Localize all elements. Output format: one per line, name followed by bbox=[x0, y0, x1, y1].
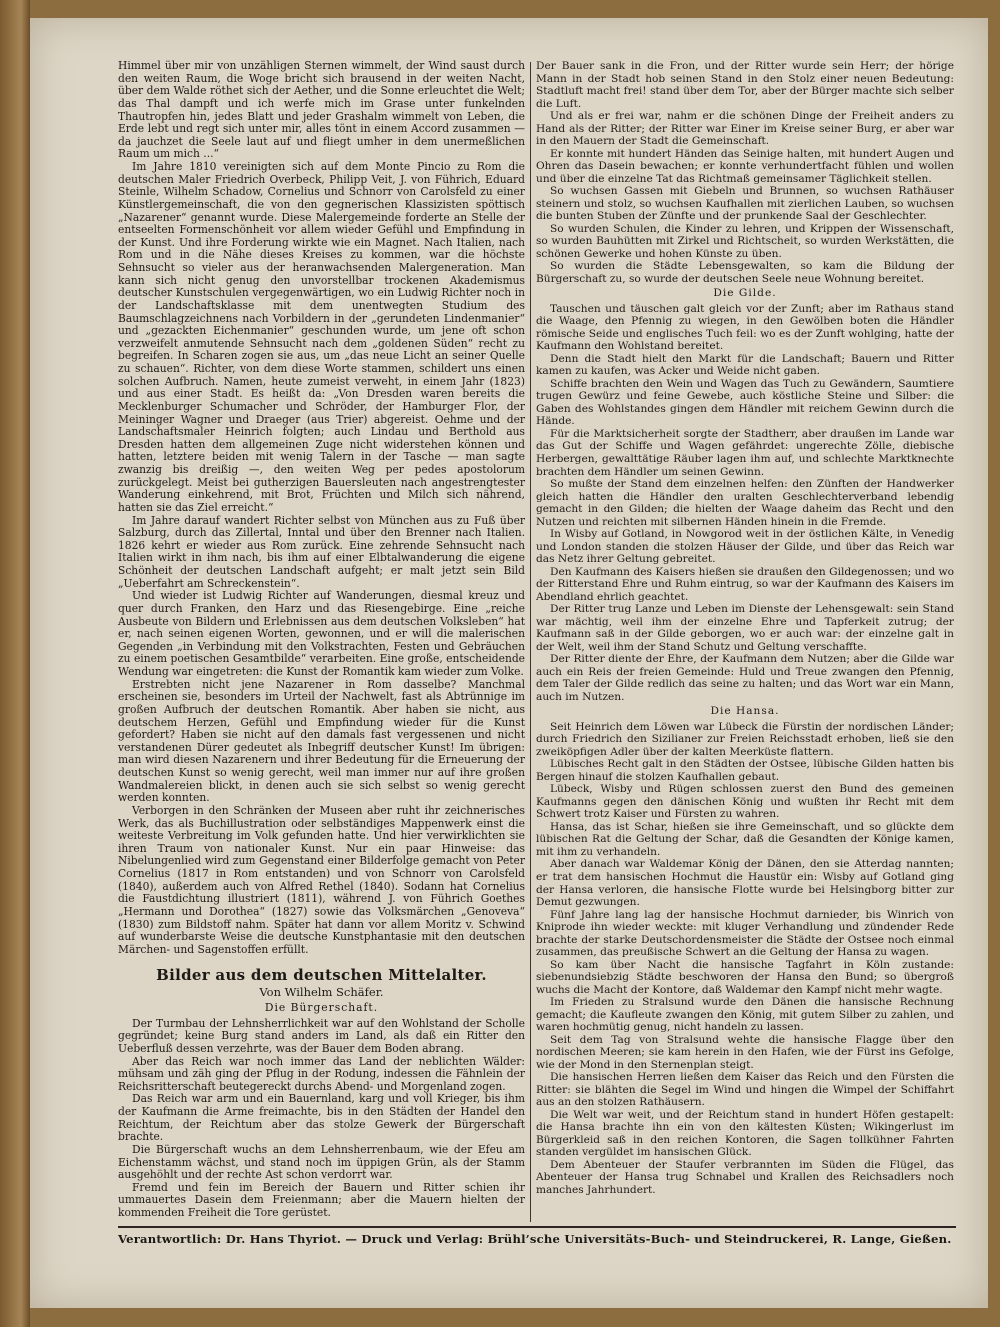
paragraph: Lübisches Recht galt in den Städten der Ostsee, lübische Gilden hatten bis Bergen hinauf die stolzen Kaufhallen gebaut. bbox=[536, 758, 954, 783]
paragraph: Und als er frei war, nahm er die schönen Dinge der Freiheit anders zu Hand als der Ritter; der Ritter war Einer im Kreise seiner Burg, er aber war in den Mauern der Stadt die Gemeinschaft. bbox=[536, 110, 954, 148]
byline: Von Wilhelm Schäfer. bbox=[259, 985, 384, 1000]
paragraph: Der Ritter diente der Ehre, der Kaufmann dem Nutzen; aber die Gilde war auch ein Reis der freien Gemeinde: Huld und Treue zwangen den Pfennig, dem Taler der Gilde redlich das seine zu halten; und das Wort war ein Mann, auch im Nutzen. bbox=[536, 653, 954, 703]
section-heading-buergerschaft: Die Bürgerschaft. bbox=[264, 1001, 379, 1014]
paragraph: Die Bürgerschaft wuchs an dem Lehnsherrenbaum, wie der Efeu am Eichenstamm wächst, und stand noch im üppigen Grün, als der Stamm ausgehöhlt und der rechte Ast schon verdorrt war. bbox=[118, 1142, 525, 1182]
paragraph: Im Jahre 1810 vereinigten sich auf dem Monte Pincio zu Rom die deutschen Maler Friedrich Overbeck, Philipp Veit, J. von Führich, Eduard Steinle, Wilhelm Schadow, Cornelius und Schnorr von Carolsfeld zu einer Künstlergemeinschaft, die von den gegnerischen Klassizisten spöttisch „Nazarener“ genannt wurde. Diese Malergemeinde forderte an Stelle der entseelten Formenschönheit vor allem wieder Gefühl und Empfindung in der Kunst. Und ihre Forderung wirkte wie ein Magnet. Nach Italien, nach Rom und in die Nähe dieses Kreises zu kommen, war die höchste Sehnsucht so vieler aus der heranwachsenden Malergeneration. Man kann sich nicht genug den unvorstellbar trockenen Akademismus deutscher Kunstschulen vergegenwärtigen, wo ein Ludwig Richter noch in der Landschaftsklasse mit dem unentwegten Studium des Baumschlagzeichnens nach Vorbildern in der „gerundeten Lindenmanier“ und „gezackten Eichenmanier“ geschunden wurde, um jene oft schon verzweifelt anmutende Sehnsucht nach dem „goldenen Süden“ recht zu begreifen. In Scharen zogen sie aus, um „das neue Licht an seiner Quelle zu schauen“. Richter, von dem diese Worte stammen, schildert uns einen solchen Aufbruch. Namen, heute zumeist verweht, in einem Jahr (1823) und aus einer Stadt. Es heißt da: „Von Dresden waren bereits die Mecklenburger Schumacher und Schröder, der Hamburger Flor, der Meininger Wagner und Draeger (aus Trier) abgereist. Oehme und der Landschaftsmaler Heinrich folgten; auch Lindau und Berthold aus Dresden hatten dem allgemeinen Zuge nicht widerstehen können und hatten, letztere beiden mit wenig Talern in der Tasche — man sagte zwanzig bis dreißig —, den weiten Weg per pedes apostolorum zurückgelegt. Meist bei gutherzigen Bauersleuten nach angestrengtester Wanderung einkehrend, mit Brot, Früchten und Milch sich nährend, hatten sie das Ziel erreicht.“ bbox=[118, 160, 525, 514]
paragraph: Dem Abenteuer der Staufer verbrannten im Süden die Flügel, das Abenteuer der Hansa trug Schnabel und Krallen des Reichsadlers noch manches Jahrhundert. bbox=[536, 1158, 954, 1196]
paragraph: Fremd und fein im Bereich der Bauern und Ritter schien ihr ummauertes Dasein dem Freienmann; aber die Mauern hielten der kommenden Freiheit die Tore gerüstet. bbox=[118, 1180, 525, 1219]
paragraph: Seit dem Tag von Stralsund wehte die hansische Flagge über den nordischen Meeren; sie kam herein in den Hafen, wie der Fürst ins Gefolge, wie der Mond in den Sternenplan steigt. bbox=[536, 1033, 954, 1071]
paragraph: Der Ritter trug Lanze und Leben im Dienste der Lehensgewalt: sein Stand war mächtig, weil ihm der einzelne Ehre und Tapferkeit zutrug; der Kaufmann saß in der Gilde geborgen, wo er auch war: der einzelne galt in der Welt, weil ihm der Stand Schutz und Geltung verschaffte. bbox=[536, 603, 954, 653]
paragraph: In Wisby auf Gotland, in Nowgorod weit in der östlichen Kälte, in Venedig und London standen die stolzen Häuser der Gilde, und über das Reich war das Netz ihrer Geltung gebreitet. bbox=[536, 528, 954, 566]
paragraph: Hansa, das ist Schar, hießen sie ihre Gemeinschaft, und so glückte dem lübischen Rat die Geltung der Schar, daß die Gesandten der Könige kamen, mit ihm zu verhandeln. bbox=[536, 820, 954, 858]
paragraph: Im Frieden zu Stralsund wurde den Dänen die hansische Rechnung gemacht; die Kaufleute zwangen den König, mit gutem Silber zu zahlen, und waren hochmütig genug, nicht handeln zu lassen. bbox=[536, 996, 954, 1034]
right-column bbox=[536, 60, 954, 1196]
paragraph: Verborgen in den Schränken der Museen aber ruht ihr zeichnerisches Werk, das als Buchillustration oder selbständiges Mappenwerk einst die weiteste Verbreitung im Volk gefunden hatte. Und hier verwirklichten sie ihren Traum von nationaler Kunst. Nur ein paar Hinweise: das Nibelungenlied wird zum Gegenstand einer Bilderfolge gemacht von Peter Cornelius (1817 in Rom entstanden) und von Schnorr von Carolsfeld (1840), außerdem auch von Alfred Rethel (1840). Sodann hat Cornelius die Faustdichtung illustriert (1811), während J. von Führich Goethes „Hermann und Dorothea“ (1827) sowie das Volksmärchen „Genoveva“ (1830) zum Bildstoff nahm. Später hat dann vor allem Moritz v. Schwind auf wunderbarste Weise die deutsche Kunstphantasie mit den deutschen Märchen- und Sagenstoffen erfüllt. bbox=[118, 803, 525, 956]
paragraph: Und wieder ist Ludwig Richter auf Wanderungen, diesmal kreuz und quer durch Franken, den Harz und das Riesengebirge. Eine „reiche Ausbeute von Bildern und Erlebnissen aus dem deutschen Volksleben“ hat er, nach seinen eigenen Worten, gewonnen, und er will die malerischen Gegenden „in Verbindung mit den Volkstrachten, Festen und Gebräuchen zu einem poetischen Gesamtbilde“ verarbeiten. Eine große, entscheidende Wendung war eingetreten: die Kunst der Romantik kam wieder zum Volke. bbox=[118, 589, 525, 678]
paragraph: Seit Heinrich dem Löwen war Lübeck die Fürstin der nordischen Länder; durch Friedrich den Sizilianer zur Freien Reichsstadt erhoben, ließ sie den zweiköpfigen Adler über der kalten Meerküste flattern. bbox=[536, 720, 954, 758]
paragraph: So wurden die Städte Lebensgewalten, so kam die Bildung der Bürgerschaft zu, so wurde der deutschen Seele neue Wohnung bereitet. bbox=[536, 260, 954, 285]
paragraph: Der Turmbau der Lehnsherrlichkeit war auf den Wohlstand der Scholle gegründet; keine Burg stand anders im Land, als daß ein Ritter den Ueberfluß dessen verzehrte, was der Bauer dem Boden abrang. bbox=[118, 1016, 525, 1055]
paragraph: So wurden Schulen, die Kinder zu lehren, und Krippen der Wissenschaft, so wurden Bauhütten mit Zirkel und Richtscheit, so wurden Werkstätten, die schönen Gewerke und hohen Künste zu üben. bbox=[536, 222, 954, 260]
article-title: Bilder aus dem deutschen Mittelalter. bbox=[156, 966, 487, 985]
paragraph: Aber das Reich war noch immer das Land der neblichten Wälder: mühsam und zäh ging der Pflug in der Rodung, indessen die Fähnlein der Reichsritterschaft beutegereckt durchs Abend- und Morgenland zogen. bbox=[118, 1054, 525, 1093]
paragraph: Er konnte mit hundert Händen das Seinige halten, mit hundert Augen und Ohren das Dasein bewachen; er konnte verhundertfacht fühlen und wollen und über die einzelne Tat das Richtmaß gemeinsamer Täglichkeit stellen. bbox=[536, 147, 954, 185]
paragraph: Die Welt war weit, und der Reichtum stand in hundert Höfen gestapelt: die Hansa brachte ihn ein von den kältesten Küsten; Wikingerlust im Bürgerkleid saß in den reichen Kontoren, die Sagen tollkühner Fahrten standen vergüldet im hansischen Glück. bbox=[536, 1108, 954, 1159]
paragraph: Himmel über mir von unzähligen Sternen wimmelt, der Wind saust durch den weiten Raum, die Woge bricht sich brausend in der weiten Nacht, über dem Walde röthet sich der Aether, und die Sonne erleuchtet die Welt; das Thal dampft und ich werfe mich im Grase unter funkelnden Thautropfen hin, jedes Blatt und jeder Grashalm wimmelt von Leben, die Erde lebt und regt sich unter mir, alles tönt in einem Accord zusammen — da jauchzet die Seele laut auf und fliegt umher in dem unermeßlichen Raum um mich ...“ bbox=[118, 59, 525, 161]
paragraph: Denn die Stadt hielt den Markt für die Landschaft; Bauern und Ritter kamen zu kaufen, was Acker und Weide nicht gaben. bbox=[536, 352, 954, 378]
paragraph: Für die Marktsicherheit sorgte der Stadtherr, aber draußen im Lande war das Gut der Schiffe und Wagen gefährdet: ungerechte Zölle, diebische Herbergen, gewalttätige Räuber lagen ihm auf, und schlechte Marktknechte brachten dem Händler um seinen Gewinn. bbox=[536, 427, 954, 478]
section-heading-hansa: Die Hansa. bbox=[710, 705, 780, 718]
imprint-line: Verantwortlich: Dr. Hans Thyriot. — Druck und Verlag: Brühl’sche Universitäts-Buch- und Steindruckerei, R. Lange, Gießen. bbox=[118, 1232, 952, 1246]
paragraph: Aber danach war Waldemar König der Dänen, den sie Atterdag nannten; er trat dem hansischen Hochmut die Haustür ein: Wisby auf Gotland ging der Hansa verloren, die hansische Flotte wurde bei Helsingborg bitter zur Demut gezwungen. bbox=[536, 858, 954, 909]
page-edge bbox=[0, 0, 30, 1327]
paragraph: Das Reich war arm und ein Bauernland, karg und voll Krieger, bis ihm der Kaufmann die Arme freimachte, bis in den Städten der Handel den Reichtum, der Reichtum aber das stolze Gewerk der Bürgerschaft brachte. bbox=[118, 1092, 525, 1144]
paragraph: Fünf Jahre lang lag der hansische Hochmut darnieder, bis Winrich von Kniprode ihn wieder weckte: mit kluger Verhandlung und zündender Rede brachte der starke Deutschordensmeister die Städte der Ostsee noch einmal zusammen, das preußische Schwert an die Geltung der Hansa zu wagen. bbox=[536, 908, 954, 959]
paragraph: Lübeck, Wisby und Rügen schlossen zuerst den Bund des gemeinen Kaufmanns gegen den dänischen König und wußten ihr Recht mit dem Schwert trotz Kaiser und Fürsten zu wahren. bbox=[536, 783, 954, 821]
paragraph: Den Kaufmann des Kaisers hießen sie draußen den Gildegenossen; und wo der Ritterstand Ehre und Ruhm eintrug, so war der Kaufmann des Kaisers im Abendland ehrlich geachtet. bbox=[536, 565, 954, 603]
column-divider bbox=[530, 62, 531, 1222]
paragraph: Der Bauer sank in die Fron, und der Ritter wurde sein Herr; der hörige Mann in der Stadt hob seinen Stand in den Stolz einer neuen Bedeutung: Stadtluft macht frei! stand über dem Tor, aber der Bürger machte sich selber die Luft. bbox=[536, 60, 954, 110]
paragraph: Im Jahre darauf wandert Richter selbst von München aus zu Fuß über Salzburg, durch das Zillertal, Inntal und über den Brenner nach Italien. 1826 kehrt er wieder aus Rom zurück. Eine zehrende Sehnsucht nach Italien wirkt in ihm nach, bis ihm auf einer Elbtalwanderung die eigene Schönheit der deutschen Landschaft aufgeht; er malt jetzt sein Bild „Ueberfahrt am Schreckenstein“. bbox=[118, 513, 525, 590]
paragraph: So kam über Nacht die hansische Tagfahrt in Köln zustande: siebenundsiebzig Städte beschworen der Hansa den Bund; so übergroß wuchs die Macht der Kontore, daß Waldemar den Kampf nicht mehr wagte. bbox=[536, 958, 954, 996]
paragraph: Schiffe brachten den Wein und Wagen das Tuch zu Gewändern, Saumtiere trugen Gewürz und feine Gewebe, auch köstliche Steine und Silber: die Gaben des Wohlstandes gingen dem Händler mit reichem Gewinn durch die Hände. bbox=[536, 377, 954, 428]
paragraph: Erstrebten nicht jene Nazarener in Rom dasselbe? Manchmal erscheinen sie, besonders im Urteil der Nachwelt, fast als Abtrünnige im großen Aufbruch der deutschen Romantik. Aber haben sie nicht, aus deutschem Herzen, Gefühl und Empfindung wieder für die Kunst gefordert? Haben sie nicht auf den damals fast vergessenen und nicht verstandenen Dürer gedeutet als Inbegriff deutscher Kunst! Im übrigen: man wird diesen Nazarenern und ihrer Bedeutung für die Erneuerung der deutschen Kunst so wenig gerecht, weil man immer nur auf ihre großen Wandmalereien blickt, in denen auch sie sich selbst so wenig gerecht werden konnten. bbox=[118, 677, 525, 805]
paragraph: Die hansischen Herren ließen dem Kaiser das Reich und den Fürsten die Ritter: sie blähten die Segel im Wind und hingen die Wimpel der Schiffahrt aus an den stolzen Rathäusern. bbox=[536, 1071, 954, 1109]
left-column bbox=[118, 60, 525, 1220]
paragraph: So mußte der Stand dem einzelnen helfen: den Zünften der Handwerker gleich hatten die Händler den uralten Geschlechterverband lebendig gemacht in den Gilden; die hielten der Waage daheim das Recht und den Nutzen und reichten mit silbernen Händen hinein in die Fremde. bbox=[536, 478, 954, 528]
section-heading-gilde: Die Gilde. bbox=[713, 287, 777, 300]
paragraph: Tauschen und täuschen galt gleich vor der Zunft; aber im Rathaus stand die Waage, den Pfennig zu wiegen, in den Gewölben boten die Händler römische Seide und englisches Tuch feil: wo es der Zunft wohlging, hatte der Kaufmann den Wohlstand bereitet. bbox=[536, 302, 954, 353]
footer-rule bbox=[118, 1226, 956, 1228]
paragraph: So wuchsen Gassen mit Giebeln und Brunnen, so wuchsen Rathäuser steinern und stolz, so wuchsen Kaufhallen mit zierlichen Lauben, so wuchsen die bunten Stuben der Zünfte und der prunkende Saal der Geschlechter. bbox=[536, 185, 954, 223]
